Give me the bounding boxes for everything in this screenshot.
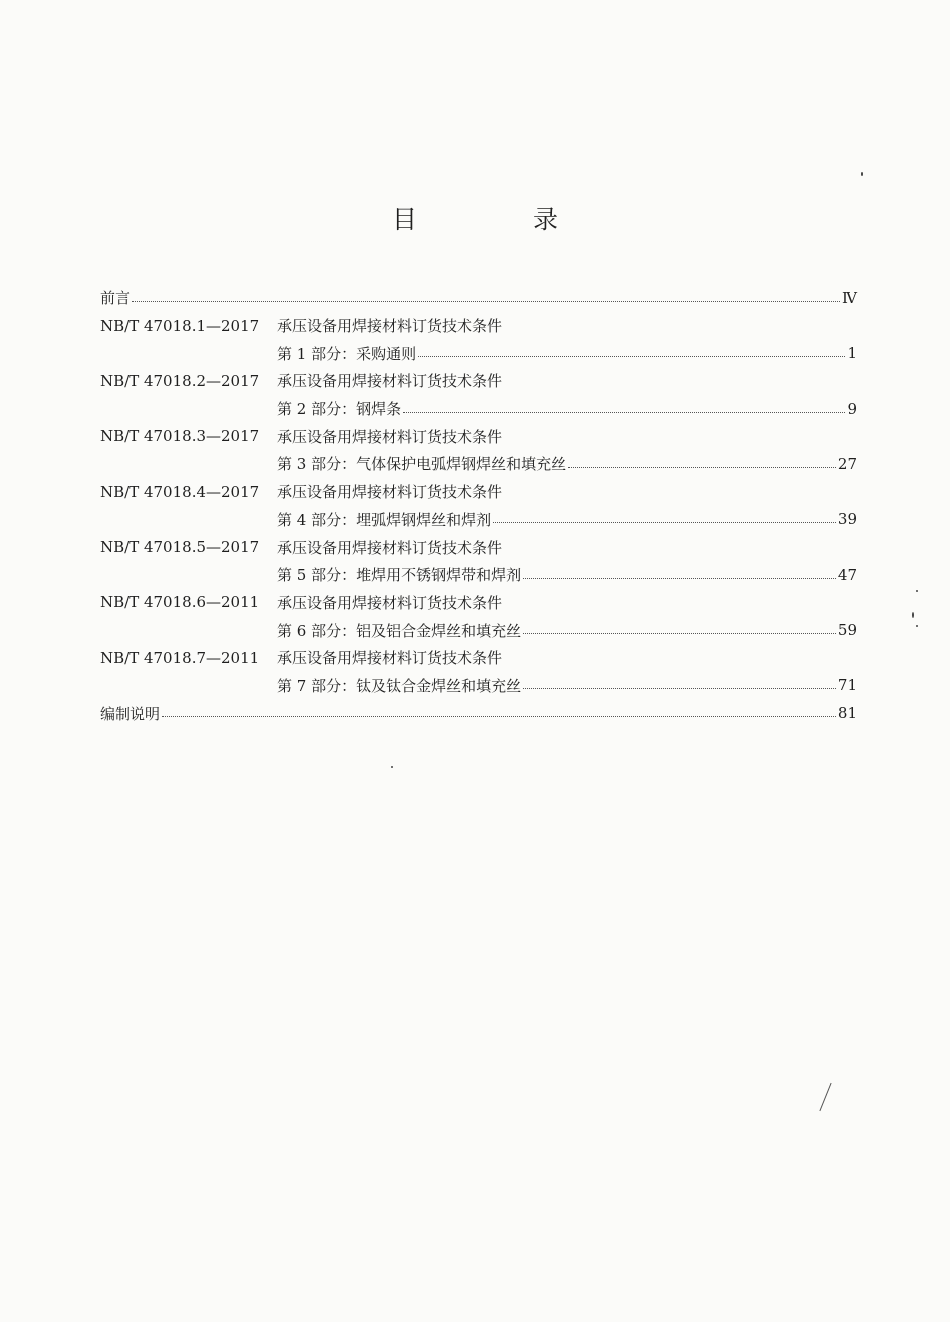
toc-page-number: 9 — [847, 399, 857, 418]
toc-standard-row — [100, 533, 857, 561]
toc-entry-part[interactable] — [100, 616, 857, 644]
scan-speck — [861, 172, 863, 176]
toc-page-number: 47 — [837, 565, 857, 584]
series-title: 承压设备用焊接材料订货技术条件 — [277, 317, 503, 336]
toc-page-number: 59 — [837, 621, 857, 640]
toc-standard-row — [100, 367, 857, 395]
toc-page-number: 39 — [837, 510, 857, 529]
series-title: 承压设备用焊接材料订货技术条件 — [277, 649, 503, 668]
toc-entry-title: 编制说明 — [100, 704, 161, 723]
toc-standard-row — [100, 589, 857, 617]
toc-standard-row — [100, 644, 857, 672]
scan-speck — [916, 590, 918, 592]
standard-code: NB/T 47018.2—2017 — [100, 371, 260, 390]
toc-entry-part[interactable] — [100, 339, 857, 367]
part-title: 第 5 部分：堆焊用不锈钢焊带和焊剂 — [277, 566, 522, 585]
standard-code: NB/T 47018.4—2017 — [100, 482, 260, 501]
toc-entry-title: 前言 — [100, 289, 131, 308]
standard-code: NB/T 47018.3—2017 — [100, 427, 260, 446]
toc-standard-row — [100, 422, 857, 450]
part-title: 第 7 部分：钛及钛合金焊丝和填充丝 — [277, 676, 522, 695]
dot-leader — [523, 687, 836, 689]
toc-entry-part[interactable] — [100, 672, 857, 700]
toc-entry-part[interactable] — [100, 561, 857, 589]
table-of-contents — [100, 284, 857, 727]
scan-scratch — [819, 1083, 831, 1111]
page-title: 目 录 — [392, 205, 612, 234]
toc-standard-row — [100, 312, 857, 340]
toc-page-number: 81 — [837, 704, 857, 723]
scan-speck — [916, 625, 918, 627]
dot-leader — [523, 632, 836, 634]
standard-code: NB/T 47018.7—2011 — [100, 648, 260, 667]
dot-leader — [132, 300, 840, 302]
dot-leader — [162, 715, 836, 717]
toc-standard-row — [100, 478, 857, 506]
dot-leader — [523, 577, 836, 579]
series-title: 承压设备用焊接材料订货技术条件 — [277, 538, 503, 557]
toc-entry-part[interactable] — [100, 450, 857, 478]
part-title: 第 2 部分：钢焊条 — [277, 400, 402, 419]
toc-entry-preface[interactable] — [100, 284, 857, 312]
toc-entry-part[interactable] — [100, 506, 857, 534]
dot-leader — [568, 466, 836, 468]
part-title: 第 3 部分：气体保护电弧焊钢焊丝和填充丝 — [277, 455, 567, 474]
standard-code: NB/T 47018.5—2017 — [100, 538, 260, 557]
scan-speck — [391, 766, 393, 768]
dot-leader — [418, 355, 845, 357]
part-title: 第 6 部分：铝及铝合金焊丝和填充丝 — [277, 621, 522, 640]
dot-leader — [493, 521, 836, 523]
part-title: 第 4 部分：埋弧焊钢焊丝和焊剂 — [277, 510, 492, 529]
series-title: 承压设备用焊接材料订货技术条件 — [277, 372, 503, 391]
toc-page-number: 71 — [837, 676, 857, 695]
part-title: 第 1 部分：采购通则 — [277, 344, 417, 363]
series-title: 承压设备用焊接材料订货技术条件 — [277, 483, 503, 502]
toc-entry-notes[interactable] — [100, 699, 857, 727]
series-title: 承压设备用焊接材料订货技术条件 — [277, 427, 503, 446]
series-title: 承压设备用焊接材料订货技术条件 — [277, 593, 503, 612]
standard-code: NB/T 47018.1—2017 — [100, 316, 260, 335]
standard-code: NB/T 47018.6—2011 — [100, 593, 260, 612]
dot-leader — [403, 411, 845, 413]
toc-entry-part[interactable] — [100, 395, 857, 423]
scan-speck — [912, 612, 914, 618]
toc-page-number: 27 — [837, 454, 857, 473]
toc-page-number: Ⅳ — [842, 288, 857, 307]
toc-page-number: 1 — [847, 344, 857, 363]
